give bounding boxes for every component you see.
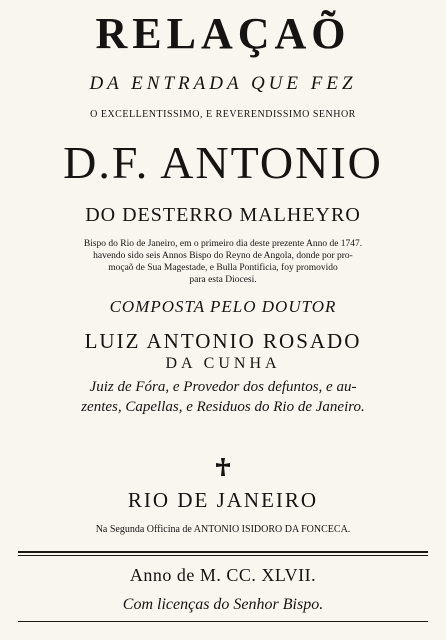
imprint-place: RIO DE JANEIRO xyxy=(127,488,319,512)
description-line-1: Bispo do Rio de Janeiro, em o primeiro dia deste prezente Anno de 1747. xyxy=(83,239,363,249)
bishop-name: D.F. ANTONIO xyxy=(63,137,383,188)
author-name: LUIZ ANTONIO ROSADO xyxy=(84,329,362,353)
bishop-family-name: DO DESTERRO MALHEYRO xyxy=(85,204,361,226)
top-divider-inner xyxy=(18,555,428,556)
honorific: O EXCELLENTISSIMO, E REVERENDISSIMO SENHOR xyxy=(90,109,356,120)
subtitle: DA ENTRADA QUE FEZ xyxy=(89,73,357,94)
description-line-3: moçaõ de Sua Magestade, e Bulla Pontificia, foy promovido xyxy=(108,263,338,273)
author-title-line-1: Juiz de Fóra, e Provedor dos defuntos, e au- xyxy=(89,379,357,395)
page-title: RELAÇAÕ xyxy=(95,9,351,58)
author-title-line-2: zentes, Capellas, e Residuos do Rio de Janeiro. xyxy=(81,399,365,415)
cross-ornament-icon xyxy=(214,458,232,476)
description-line-4: para esta Diocesi. xyxy=(189,275,257,285)
top-divider xyxy=(18,551,428,553)
bottom-divider xyxy=(18,621,428,622)
author-name-continued: DA CUNHA xyxy=(165,355,281,372)
license-line: Com licenças do Senhor Bispo. xyxy=(122,596,324,613)
composed-by: COMPOSTA PELO DOUTOR xyxy=(109,297,337,316)
printer-line: Na Segunda Officina de ANTONIO ISIDORO DA FONCECA. xyxy=(95,524,351,535)
description-line-2: havendo sido seis Annos Bispo do Reyno de Angola, donde por pro- xyxy=(93,251,353,261)
publication-year: Anno de M. CC. XLVII. xyxy=(129,565,317,585)
